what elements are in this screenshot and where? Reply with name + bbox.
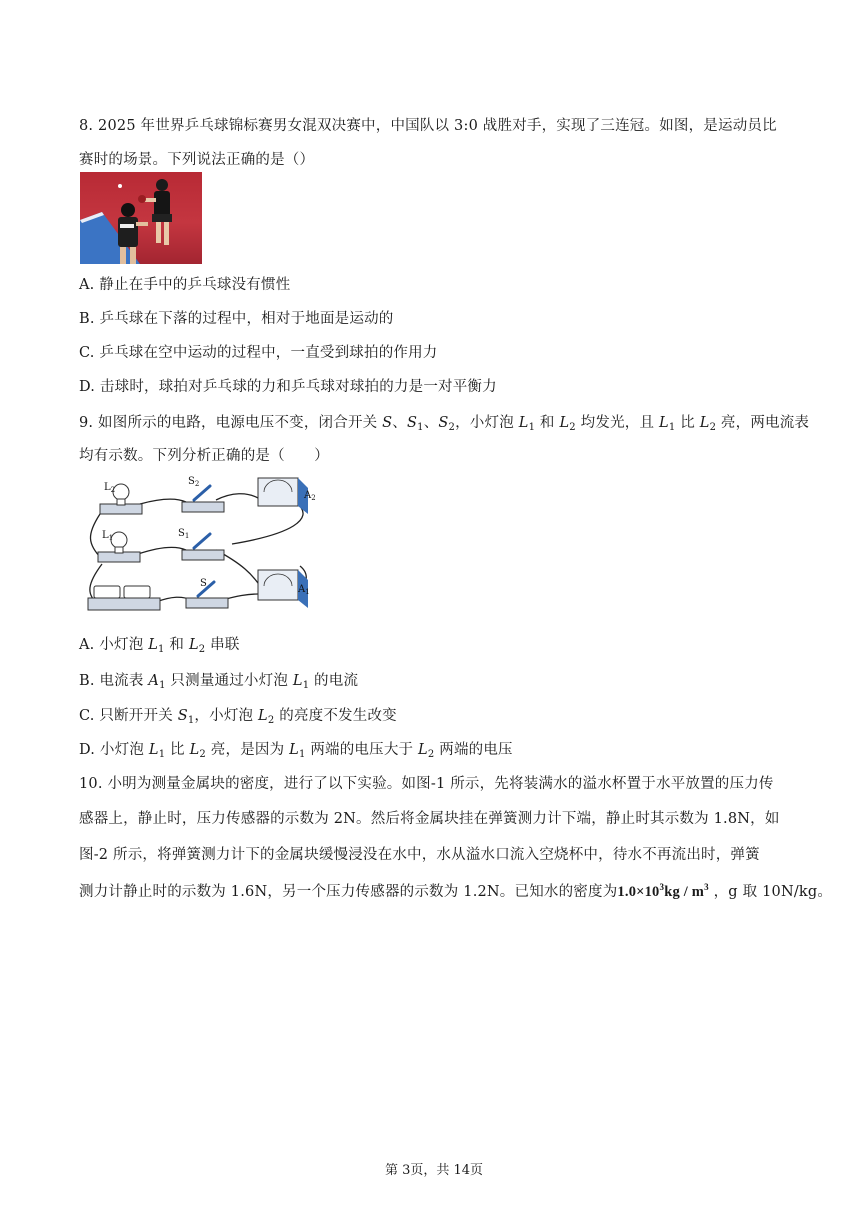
q10-stem-line4: 测力计静止时的示数为 1.6N，另一个压力传感器的示数为 1.2N。已知水的密度为$1.0\times 10^3kg / m^3$ ，g 取 10N/kg。 [79, 882, 833, 900]
q10-stem-line1: 10. 小明为测量金属块的密度，进行了以下实验。如图-1 所示，先将装满水的溢水杯置于水平放置的压力传 [79, 776, 774, 792]
circuit-diagram [82, 474, 314, 620]
table-tennis-photo [80, 172, 202, 264]
q8-option-c: C. 乒乓球在空中运动的过程中，一直受到球拍的作用力 [79, 345, 438, 361]
q8-option-a: A. 静止在手中的乒乓球没有惯性 [79, 277, 291, 293]
q9-option-c: C. 只断开开关 $S_1$，小灯泡 $L_2$ 的亮度不发生改变 [79, 708, 397, 726]
label-A2: $A_2$ [304, 490, 316, 502]
q10-stem-line3: 图-2 所示，将弹簧测力计下的金属块缓慢浸没在水中，水从溢水口流入空烧杯中，待水不再流出时，弹簧 [79, 847, 760, 863]
label-L1: $L_1$ [102, 530, 114, 542]
q9-stem-line1: 9. 如图所示的电路，电源电压不变，闭合开关 S、$S_1$、$S_2$，小灯泡 $L_1$ 和 $L_2$ 均发光，且 $L_1$ 比 $L_2$ 亮，两电流表 [79, 415, 810, 433]
label-A1: $A_1$ [298, 584, 310, 596]
table-tennis-scene [80, 172, 202, 264]
page-footer: 第 3页，共 14页 [384, 1163, 484, 1178]
label-S: S [200, 578, 207, 589]
label-L2: $L_2$ [104, 482, 116, 494]
q8-stem-line2: 赛时的场景。下列说法正确的是（） [79, 152, 315, 168]
q9-option-d: D. 小灯泡 $L_1$ 比 $L_2$ 亮，是因为 $L_1$ 两端的电压大于 $L_2$ 两端的电压 [79, 742, 513, 760]
label-S2: $S_2$ [188, 476, 200, 488]
q8-option-d: D. 击球时，球拍对乒乓球的力和乒乓球对球拍的力是一对平衡力 [79, 379, 497, 395]
q9-stem-line2: 均有示数。下列分析正确的是（ ） [79, 448, 329, 464]
label-S1: $S_1$ [178, 528, 190, 540]
q9-option-b: B. 电流表 $A_1$ 只测量通过小灯泡 $L_1$ 的电流 [79, 673, 359, 691]
q10-stem-line2: 感器上，静止时，压力传感器的示数为 2N。然后将金属块挂在弹簧测力计下端，静止时其示数为 1.8N，如 [79, 811, 780, 827]
q8-stem-line1: 8. 2025 年世界乒乓球锦标赛男女混双决赛中，中国队以 3:0 战胜对手，实现了三连冠。如图，是运动员比 [79, 118, 777, 134]
q8-option-b: B. 乒乓球在下落的过程中，相对于地面是运动的 [79, 311, 394, 327]
q9-option-a: A. 小灯泡 $L_1$ 和 $L_2$ 串联 [79, 637, 240, 655]
